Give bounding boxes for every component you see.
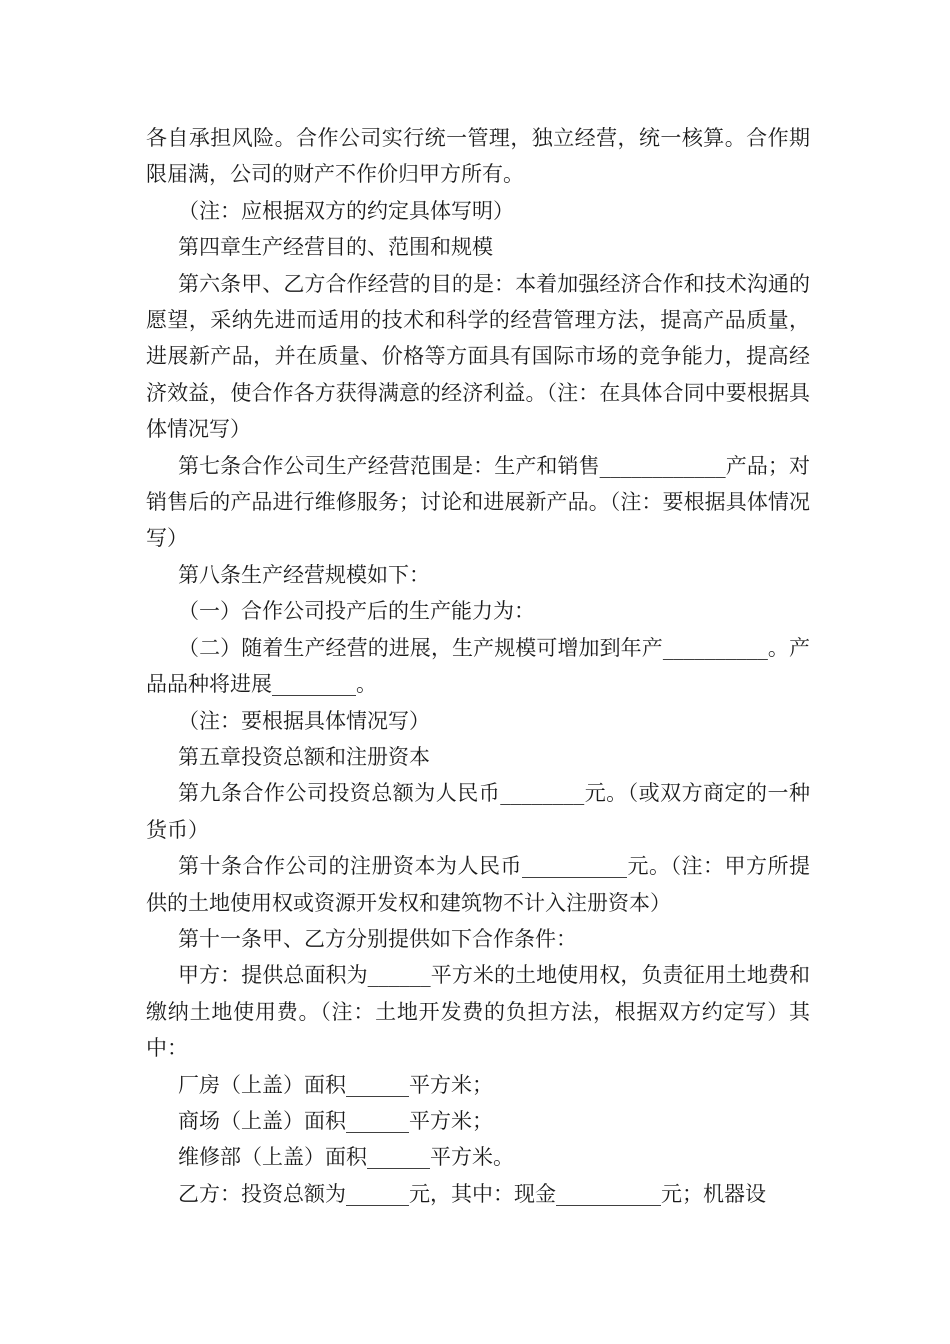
article-8: 第八条生产经营规模如下： [178,562,430,587]
party-b-conditions: 乙方：投资总额为______元，其中：现金__________元；机器设 [178,1181,766,1206]
article-6: 第六条甲、乙方合作经营的目的是：本着加强经济合作和技术沟通的愿望，采纳先进而适用的技术和科学的经营管理方法，提高产品质量，进展新产品，并在质量、价格等方面具有国际市场的竞争能力，提高经济效益，使合作各方获得满意的经济利益。（注：在具体合同中要根据具体情况写） [146,271,810,442]
paragraph-1: 各自承担风险。合作公司实行统一管理，独立经营，统一核算。合作期限届满，公司的财产不作价归甲方所有。 [146,126,810,187]
article-10: 第十条合作公司的注册资本为人民币__________元。（注：甲方所提供的土地使用权或资源开发权和建筑物不计入注册资本） [146,854,810,915]
article-9: 第九条合作公司投资总额为人民币________元。（或双方商定的一种货币） [146,781,810,842]
article-8-item-2: （二）随着生产经营的进展，生产规模可增加到年产__________。产品品种将进展________。 [146,635,810,697]
document-page [146,120,810,1212]
chapter-heading-5: 第五章投资总额和注册资本 [178,744,430,769]
chapter-heading-4: 第四章生产经营目的、范围和规模 [178,235,493,260]
factory-area: 厂房（上盖）面积______平方米； [178,1072,493,1097]
article-8-item-1: （一）合作公司投产后的生产能力为： [178,599,535,624]
mall-area: 商场（上盖）面积______平方米； [178,1108,493,1133]
repair-area: 维修部（上盖）面积______平方米。 [178,1145,514,1170]
note-paragraph: （注：要根据具体情况写） [178,708,430,733]
article-11: 第十一条甲、乙方分别提供如下合作条件： [178,926,577,951]
article-7: 第七条合作公司生产经营范围是：生产和销售____________产品；对销售后的产品进行维修服务；讨论和进展新产品。（注：要根据具体情况写） [146,453,810,551]
party-a-conditions: 甲方：提供总面积为______平方米的土地使用权，负责征用土地费和缴纳土地使用费。（注：土地开发费的负担方法，根据双方约定写）其中： [146,963,810,1061]
paragraph-2: （注：应根据双方的约定具体写明） [178,198,514,223]
